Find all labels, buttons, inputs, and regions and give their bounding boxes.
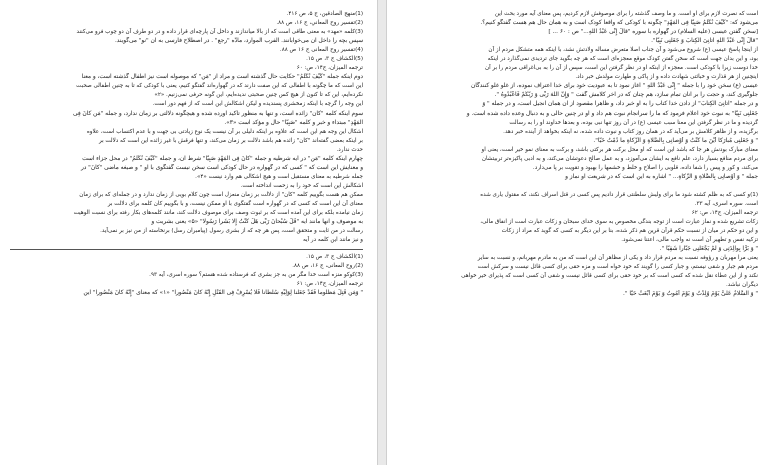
text-line: (1)الکشاف ج ۳، ص ۱۵. <box>306 254 363 261</box>
text-line: اشکالش این است که خود را به زحمت انداخته است. <box>240 182 363 189</box>
text-line: زمان نیامده بلکه برای این آمده است که بر ثبوت وصف برای موصوف دلالت کند، مانند کلمه‌های بکار رفته برای نسبت الوهیت <box>73 210 363 217</box>
text-line: (3)کوکو منزه است خدا مگر من به جز بشری که فرستاده شده هستم؟ سوره اسری، آیه ۹۳. <box>149 272 363 279</box>
text-line: (4)تفسیر روح المعانی ج ۱۶ ص ۸۸. <box>279 47 363 54</box>
text-line: " وَ جَعَلَنِی مُبارَکاً أَیْنَ ما کُنْتُ وَ أَوْصانِی بِالصَّلاةِ وَ الزَّکاةِ ما دُمْتُ حَیًّا". <box>593 137 758 144</box>
text-line: از اینجا پاسخ عیسی (ع) شروع می‌شود و آن جناب اصلا متعرض مسأله ولادتش نشد، با اینکه همه متشکل مردم از آن <box>488 47 758 54</box>
text-line: عیسی (ع) سخن خود را با جمله " إِنِّی عَبْدُ اللَّهِ " آغاز نمود تا به عبودیت خود برای خدا اعتراف نموده، از غلو غلو کنندگان <box>471 83 758 90</box>
text-line: معنای آن این است که کسی که در گهواره است گفتگوی با او ممکن نیست، و با بگوییم کان کلمه برای دلالت بر <box>107 200 363 207</box>
text-line: دوم اینکه جمله "کَیْفَ نُکَلِّمُ" حکایت حال گذشته است و مراد از "مَن" که موصوله است نیز اطفال گذشته است، و معنا <box>81 74 363 81</box>
text-line: و در جمله "آتانِیَ الْکِتابَ" از دادن خدا کتاب را به او خبر داد، و ظاهرا مقصود از آن همان انجیل است، و در جمله " وَ <box>482 101 758 108</box>
right-main-text <box>401 10 758 182</box>
text-line: دیگران نباشد. <box>725 282 758 289</box>
text-line: برگزیده، و از ظاهر کلامش بر می‌آید که در همان روز کتاب و نبوت داده شده، نه اینکه بخواهد از آینده خبر دهد. <box>503 128 758 135</box>
text-line: [سخن گفتن عیسی (علیه السلام) در گهواره با سوره "قالَ إِنِّی عَبْدُ اللَّهِ..." ص : ۶۰ ... ] <box>548 29 758 36</box>
text-line: جَعَلَنِی نَبِیًّا" به نبوت خود اعلام فرمود که ما را سرانجام نبوت هم داد و او در چنین حالی و به دنبال وعده داده شده است. و <box>466 110 758 117</box>
text-line: بر اینکه بعضی گفته‌اند "کان" زائده هم باشد دلالت بر زمان می‌کند، و تنها فرقش با غیر زائده این است که دلالت بر <box>98 137 363 144</box>
text-line: ممکن هم هست بگوییم کلمه "کان" از دلالت بر زمان منعزل است چون کلام بویی از زمان ندارد و در جمله‌ای که برای زمان <box>79 191 363 198</box>
text-line: گردیده و ما در نظر گرفتن این معنا سبب عیسی (ع) در آن روز تنها نبی بوده، و بعدها خداوند او را به رسالت <box>509 119 758 126</box>
text-line: ترجمه المیزان، ج۱۴، ص: ۶۲ <box>691 209 758 216</box>
text-line: ترجمه المیزان، ج۱۴، ص: ۶۱ <box>296 281 363 288</box>
text-line: " وَ السَّلامُ عَلَیَّ یَوْمَ وُلِدْتُ وَ یَوْمَ أَمُوتُ وَ یَوْمَ أُبْعَثُ حَیًّا ". <box>623 291 758 298</box>
text-line: (1)و کسی که به ظلم کشته شود ما برای ولیش سلطنتی قرار دادیم پس کسی در قتل اسراف نکند، که مقتول یاری شده <box>480 191 758 198</box>
text-line: حدث ندارد. <box>336 146 363 153</box>
left-page <box>0 0 378 465</box>
text-line: جمله " وَ أَوْصانِی بِالصَّلاةِ وَ الزَّکاةِ... " اشاره به این است که در شریعت او نماز و <box>565 173 758 180</box>
text-line: است که نصرت لازم برای او است. و ما وصف گذشته را برای موصوفش لازم کردیم، پس معنای آیه مورد بحث این <box>494 11 758 17</box>
text-line: یعنی مرا مهربان و رؤوفه نسبت به مردم قرار داد و یکی از مظاهر آن این است که من به مادرم مهربانم، و نسبت به سایر <box>477 255 758 262</box>
text-line: و این دو حکم در میان از نسبت حکم قرآن قرین هم ذکر شده، بنا بر این دیگر به کسی که گوید که مراد از زکات <box>501 228 758 235</box>
text-line: این است که ما چگونه با اطفالی که این صفت دارند که در گهواره‌اند گفتگو کنیم، یعنی با کودکی که تا به چنین اطفالی صحبت <box>76 83 363 90</box>
text-line: رسالت در من ثابت و متحقق است، پس هر چه که از بشری رسول (پیامبران رسل) برنخاسته از من نیز بر نمی‌آید. <box>100 228 363 235</box>
section-gap <box>401 182 758 191</box>
text-line: (2)تفسير روح المعاني، ج ۱۶، ص ۸۸. <box>276 20 363 27</box>
text-line: چهارم اینکه کلمه "مَن" در آیه شرطیه و جمله "کانَ فِی الْمَهْدِ صَبِیًّا" شرط آن، و جمله "کَیْفَ نُکَلِّمُ" در محل جزاء است <box>82 155 363 162</box>
text-line: (3)کلمه «مهد» به معنی طاقی است که از بالا میاندازند و داخل آن پارچه‌ای قرار داده و در دو طرف آن دو چوب فرو می‌کنند <box>76 29 363 36</box>
text-line: " وَ بَرًّا بِوالِدَتِی وَ لَمْ یَجْعَلْنِی جَبَّاراً شَقِیًّا ". <box>659 246 758 253</box>
text-line: به موصوف و آنها مانند آیه "قُلْ سُبْحانَ رَبِّی هَلْ کُنْتُ إِلَّا بَشَراً رَسُولًا" «۵» یعنی بشریت و <box>151 219 363 226</box>
text-line: معنای مبارک بودنش هر جا که باشد این است که او محل برکت هر برکتی باشد، و برکت به معنای نمو خیر است، یعنی او <box>481 146 758 153</box>
text-line: اشکال این وجه هم این است که علاوه بر اینکه دلیلی بر آن نیست یک نوع زیادتی بی جهت و با عدم اکتساب است، علاوه <box>86 128 363 135</box>
text-line: سپس بچه را داخل آن می‌خوابانند. الفرب الموارد، مادّه "رجع" . در اصطلاح فارسی به آن "نو" می‌گویند. <box>114 38 363 45</box>
text-line: الْمَهْدِ" مبتداء و خبر و کلمه "صَبِیًّا" حال و مؤکد است «۳». <box>224 119 363 126</box>
footnote-separator <box>10 249 363 250</box>
text-line: جلوگیری کند، و حجت را بر آنان تمام سازد، هم چنان که در آخر کلامش گفت " وَإِنَّ اللَّهَ رَبِّی وَ رَبُّکُمْ فَاعْبُدُوهُ ". <box>494 92 758 99</box>
text-line: نکرده‌ایم، این که تا کنون از هیچ کس چنین صحبتی ندیده‌ایم، این گونه حرفی نمی‌زنیم. «۲» <box>154 92 363 99</box>
text-line: (2)روح المعانی، ج ۱۶، ص ۸۸. <box>292 263 363 270</box>
text-line: (1)منهج الصادقين، ج ۵، ص ۴۱۶. <box>286 11 363 17</box>
text-line: جمله شرطیه به معنای مستقبل است و هیچ اشکالی هم وارد نیست «۴». <box>195 173 363 180</box>
text-line: برای مردم منافع بسیار دارد، علم نافع به ایشان می‌آموزد، و به عمل صالح دعوتشان می‌کند، و به ادبی پاکیزه‌تر تربیتشان <box>481 155 758 162</box>
text-line: می‌شود که: "کَیْفَ نُکَلِّمُ صَبِیًّا فِی الْمَهْدِ" چگونه با کودکی که واقعاً کودک است و به همان حال هم هست گفتگو کنیم؟. <box>480 20 758 27</box>
right-lower-text <box>401 191 758 300</box>
text-line: ترجمه المیزان، ج۱۴، ص: ۶۰ <box>296 65 363 72</box>
text-line: بود، و این بدان جهت است که سخن گفتن کودک موقع معجزه‌ای است که هر چه بگوید جای تردیدی نمی‌گذارد در اینکه <box>487 56 758 63</box>
text-line: سوم اینکه کلمه "کان" زائده است، و تنها به منظور تاکید آورده شده و هیچگونه دلالتی بر زمان ندارد، و جمله "مَن کانَ فِی <box>72 110 363 117</box>
right-page <box>386 0 768 465</box>
text-line: اینچنین از هر قذارت و خباثتی شهادت داده و از پاکی و طهارت مولدش خبر داد. <box>575 74 758 81</box>
text-line: مردم هم جبار و شقی نیستم، و جبار کسی را گویند که خود خواه است و مزه حقی برای کسی قائل نیست و سرکش است <box>477 264 758 271</box>
text-line: تزکیه نفس و تطهیر آن است نه واجب مالی، اعتنا نمی‌شود. <box>621 237 758 244</box>
text-line: می‌کند، و کور و پیس را شفا داده، قلوبی را اصلاح و خلط و خشمها را بهبود و تقویت بر پا می‌دارد. <box>532 164 758 171</box>
text-line: زکات تشریع شده و نماز عبارت است از توجه بندگی مخصوص به سوی خدای سبحان و زکات عبارت است از انفاق مالی، <box>480 219 758 226</box>
text-line: "قالَ إِنِّی عَبْدُ اللَّهِ آتانِیَ الْکِتابَ وَ جَعَلَنِی نَبِیًّا". <box>651 38 758 45</box>
text-line: " وَمَن قُتِلَ مَظْلُوماً فَقَدْ جَعَلْنا لِوَلِیِّهِ سُلْطاناً فَلا یُسْرِفْ فِی الْقَتْلِ إِنَّهُ کانَ مَنْصُوراً" «۱» که معنای "إِنَّهُ کانَ مَنْصُوراً" این <box>83 290 363 297</box>
text-line: است. سوره اسری، آیه ۳۳. <box>694 200 758 207</box>
text-line: این وجه را گرچه با اینکه زمخشری پسندیده و لیکن اشکالش این است که از فهم دور است. <box>152 101 363 108</box>
text-line: خدا دوست زیرا با کودکی است. معجزه از اینکه او در نظر گرفتن این است، سپس از آن را به بی‌اغراقی مردم را بر آن <box>485 65 758 72</box>
left-main-text <box>10 10 363 245</box>
text-line: و نیز مانند این کلمه در آیه <box>302 237 363 244</box>
text-line: (5)الکشاف ج ۳، ص ۱۵. <box>306 56 363 63</box>
left-footnotes <box>10 253 363 298</box>
text-line: نکند و از این عطاء نقل شده که کسی است که بر خود حقی برای کسی قائل نیست و شقی آن کسی است که پذیرای خیر خواهی <box>461 273 758 280</box>
text-line: و معنایش این است که " کسی که در گهواره در حال کودکی است سخن نیست گفتگوی با او " و صیغه ماضی "کانَ" در <box>80 164 363 171</box>
